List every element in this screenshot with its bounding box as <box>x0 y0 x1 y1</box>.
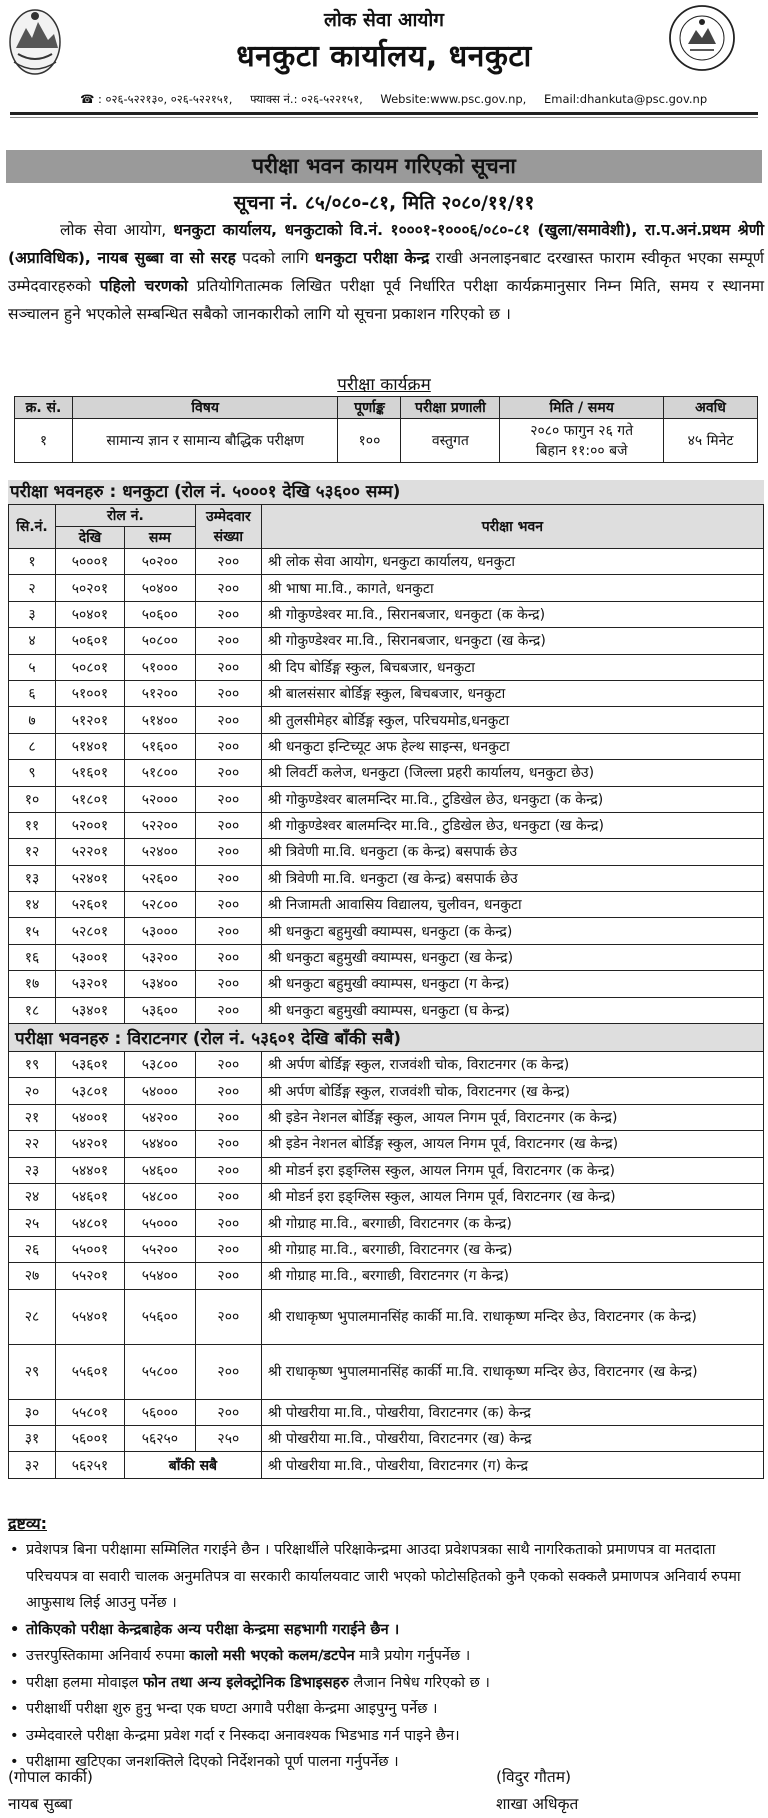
letterhead <box>0 0 768 122</box>
table-row <box>9 1078 764 1104</box>
row-candidate-count: २०० <box>195 1263 261 1289</box>
row-candidate-count: २०० <box>195 812 261 838</box>
table-row <box>9 601 764 627</box>
col-roll-no: रोल नं. <box>55 505 195 527</box>
row-roll-to: ५४६०० <box>124 1157 195 1183</box>
row-exam-venue: श्री गोकुण्डेश्वर मा.वि., सिरानबजार, धनकुटा (ख केन्द्र) <box>261 628 763 654</box>
row-candidate-count: २०० <box>195 1183 261 1209</box>
row-serial: २९ <box>9 1344 56 1399</box>
venue-table-body <box>9 549 764 1479</box>
row-serial: १० <box>9 786 56 812</box>
row-roll-from: ५४८०१ <box>55 1210 124 1236</box>
row-candidate-count: २०० <box>195 1052 261 1078</box>
row-roll-to: ५०८०० <box>124 628 195 654</box>
row-roll-to: ५५००० <box>124 1210 195 1236</box>
row-candidate-count: २०० <box>195 760 261 786</box>
row-roll-to: ५३६०० <box>124 997 195 1023</box>
row-exam-venue: श्री अर्पण बोर्डिङ्ग स्कुल, राजवंशी चोक, विराटनगर (क केन्द्र) <box>261 1052 763 1078</box>
row-serial: ११ <box>9 812 56 838</box>
table-row <box>9 892 764 918</box>
row-roll-from: ५३२०१ <box>55 971 124 997</box>
row-serial: १८ <box>9 997 56 1023</box>
row-serial: १३ <box>9 865 56 891</box>
table-row <box>9 1104 764 1130</box>
row-roll-to: ५२००० <box>124 786 195 812</box>
table-row <box>9 1210 764 1236</box>
row-roll-to: ५२४०० <box>124 839 195 865</box>
row-roll-from: ५५४०१ <box>55 1289 124 1344</box>
row-exam-venue: श्री गोकुण्डेश्वर मा.वि., सिरानबजार, धनकुटा (क केन्द्र) <box>261 601 763 627</box>
row-candidate-count: २०० <box>195 1157 261 1183</box>
col-sn: क्र. सं. <box>15 397 73 419</box>
email-link[interactable]: Email:dhankuta@psc.gov.np <box>544 92 708 106</box>
fax-text: फ्याक्स नं.: ०२६-५२२१५१, <box>250 92 363 106</box>
notice-number: सूचना नं. ८५/०८०-८१, मिति २०८०/११/११ <box>233 192 535 214</box>
row-serial: २२ <box>9 1131 56 1157</box>
row-roll-from: ५४६०१ <box>55 1183 124 1209</box>
row-roll-from: ५३००१ <box>55 944 124 970</box>
note-item-3 <box>8 1643 764 1670</box>
row-candidate-count: २०० <box>195 1210 261 1236</box>
row-roll-to: ५१६०० <box>124 733 195 759</box>
header-divider <box>10 112 758 115</box>
row-exam-venue: श्री पोखरीया मा.वि., पोखरीया, विराटनगर (क) केन्द्र <box>261 1399 763 1425</box>
program-sn: १ <box>15 419 73 463</box>
col-exam-venue: परीक्षा भवन <box>261 505 763 549</box>
row-exam-venue: श्री लिवर्टी कलेज, धनकुटा (जिल्ला प्रहरी कार्यालय, धनकुटा छेउ) <box>261 760 763 786</box>
row-serial: १७ <box>9 971 56 997</box>
row-candidate-count: २०० <box>195 839 261 865</box>
note-3-text: उत्तरपुस्तिकामा अनिवार्य रुपमा <box>26 1648 190 1664</box>
row-roll-to: ५४८०० <box>124 1183 195 1209</box>
notice-banner: परीक्षा भवन कायम गरिएको सूचना <box>6 150 762 183</box>
note-3-bold: कालो मसी भएको कलम/डटपेन <box>189 1648 355 1664</box>
row-roll-to: ५०२०० <box>124 549 195 575</box>
row-exam-venue: श्री धनकुटा बहुमुखी क्याम्पस, धनकुटा (ग केन्द्र) <box>261 971 763 997</box>
row-roll-from: ५१८०१ <box>55 786 124 812</box>
row-serial: ३२ <box>9 1452 56 1478</box>
venue-table <box>8 504 764 1479</box>
row-roll-from: ५५२०१ <box>55 1263 124 1289</box>
row-serial: २५ <box>9 1210 56 1236</box>
row-exam-venue: श्री धनकुटा इन्टिच्यूट अफ हेल्थ साइन्स, धनकुटा <box>261 733 763 759</box>
signatory-left-title: नायब सुब्बा <box>8 1795 73 1813</box>
table-row <box>9 1344 764 1399</box>
row-roll-to: ५०४०० <box>124 575 195 601</box>
row-roll-from: ५४४०१ <box>55 1157 124 1183</box>
intro-text-2: पदको लागि <box>235 249 315 267</box>
intro-text-1: लोक सेवा आयोग, <box>60 221 174 239</box>
row-exam-venue: श्री मोडर्न इरा इङ्ग्लिस स्कुल, आयल निगम पूर्व, विराटनगर (ख केन्द्र) <box>261 1183 763 1209</box>
row-roll-to: ५४००० <box>124 1078 195 1104</box>
row-candidate-count: २०० <box>195 1399 261 1425</box>
row-roll-to: ५२८०० <box>124 892 195 918</box>
col-full-marks: पूर्णाङ्क <box>338 397 401 419</box>
note-item-1: • प्रवेशपत्र बिना परीक्षामा सम्मिलित गराईने छैन । परिक्षार्थीले परिक्षाकेन्द्रमा आउदा प्रवेशपत्रका साथै नागरिकताको प्रमाणपत्र वा मतदाता परिचयपत्र वा सवारी चालक अनुमतिपत्र वा सरकारी कार्यालयवाट जारी भएको फोटोसहितको कुनै एकको सक्कलै प्रमाणपत्र अनिवार्य रुपमा आफुसाथ लिई आउनु पर्नेछ । <box>8 1537 764 1617</box>
program-date: २०८० फागुन २६ गते <box>530 422 634 439</box>
table-row <box>9 944 764 970</box>
col-duration: अवधि <box>664 397 758 419</box>
table-row <box>9 1425 764 1451</box>
program-table <box>14 396 758 463</box>
table-row <box>9 707 764 733</box>
row-candidate-count: २०० <box>195 1078 261 1104</box>
row-candidate-count: २०० <box>195 892 261 918</box>
program-time: बिहान ११:०० बजे <box>535 442 628 459</box>
phone-text: ☎ : ०२६-५२२१३०, ०२६-५२२१५१, <box>80 92 233 106</box>
row-roll-from: ५४००१ <box>55 1104 124 1130</box>
note-item-7: • परीक्षामा खटिएका जनशक्तिले दिएको निर्देशनको पूर्ण पालना गर्नुपर्नेछ । <box>8 1749 764 1776</box>
program-subject: सामान्य ज्ञान र सामान्य बौद्धिक परीक्षण <box>72 419 338 463</box>
row-serial: ३१ <box>9 1425 56 1451</box>
row-roll-from: ५०६०१ <box>55 628 124 654</box>
row-roll-from: ५०२०१ <box>55 575 124 601</box>
row-roll-from: ५५६०१ <box>55 1344 124 1399</box>
row-serial: २ <box>9 575 56 601</box>
table-row <box>9 1052 764 1078</box>
row-candidate-count: २०० <box>195 1344 261 1399</box>
row-candidate-count: २०० <box>195 654 261 680</box>
row-roll-to: ५५६०० <box>124 1289 195 1344</box>
row-exam-venue: श्री मोडर्न इरा इङ्ग्लिस स्कुल, आयल निगम पूर्व, विराटनगर (क केन्द्र) <box>261 1157 763 1183</box>
row-serial: ८ <box>9 733 56 759</box>
note-item-4 <box>8 1670 764 1697</box>
col-subject: विषय <box>72 397 338 419</box>
note-4-text: परीक्षा हलमा मोवाइल <box>26 1674 144 1691</box>
row-candidate-count: २०० <box>195 549 261 575</box>
row-roll-to: ५४२०० <box>124 1104 195 1130</box>
section-dhankuta-heading: परीक्षा भवनहरु : धनकुटा (रोल नं. ५०००१ देखि ५३६०० सम्म) <box>8 480 764 504</box>
row-roll-from: ५६२५१ <box>55 1452 124 1478</box>
row-roll-from: ५१६०१ <box>55 760 124 786</box>
row-exam-venue: श्री धनकुटा बहुमुखी क्याम्पस, धनकुटा (घ केन्द्र) <box>261 997 763 1023</box>
row-exam-venue: श्री लोक सेवा आयोग, धनकुटा कार्यालय, धनकुटा <box>261 549 763 575</box>
row-serial: ४ <box>9 628 56 654</box>
row-serial: ३० <box>9 1399 56 1425</box>
table-row <box>9 1157 764 1183</box>
row-exam-venue: श्री बालसंसार बोर्डिङ्ग स्कुल, बिचबजार, धनकुटा <box>261 680 763 706</box>
row-exam-venue: श्री अर्पण बोर्डिङ्ग स्कुल, राजवंशी चोक, विराटनगर (ख केन्द्र) <box>261 1078 763 1104</box>
row-candidate-count: २०० <box>195 786 261 812</box>
row-serial: १६ <box>9 944 56 970</box>
row-candidate-count: २०० <box>195 971 261 997</box>
row-serial: २४ <box>9 1183 56 1209</box>
program-full-marks: १०० <box>338 419 401 463</box>
row-roll-to: ५३२०० <box>124 944 195 970</box>
table-row <box>9 997 764 1023</box>
row-candidate-count: २०० <box>195 733 261 759</box>
row-roll-to: ५५४०० <box>124 1263 195 1289</box>
table-row <box>9 786 764 812</box>
row-exam-venue: श्री गोग्राह मा.वि., बरगाछी, विराटनगर (ग केन्द्र) <box>261 1263 763 1289</box>
row-roll-to: ५३००० <box>124 918 195 944</box>
row-exam-venue: श्री धनकुटा बहुमुखी क्याम्पस, धनकुटा (ख केन्द्र) <box>261 944 763 970</box>
row-exam-venue: श्री पोखरीया मा.वि., पोखरीया, विराटनगर (ख) केन्द्र <box>261 1425 763 1451</box>
program-duration: ४५ मिनेट <box>664 419 758 463</box>
row-roll-from: ५२४०१ <box>55 865 124 891</box>
row-serial: १४ <box>9 892 56 918</box>
row-roll-from: ५१००१ <box>55 680 124 706</box>
table-row <box>9 1131 764 1157</box>
intro-bold-2: धनकुटा परीक्षा केन्द्र <box>314 249 430 267</box>
note-4-text-end: लैजान निषेध गरिएको छ । <box>348 1674 490 1691</box>
signatory-left-name: (गोपाल कार्की) <box>8 1768 93 1786</box>
venue-header-row-1 <box>9 505 764 527</box>
row-roll-from: ५५८०१ <box>55 1399 124 1425</box>
program-system: वस्तुगत <box>401 419 500 463</box>
row-exam-venue: श्री धनकुटा बहुमुखी क्याम्पस, धनकुटा (क केन्द्र) <box>261 918 763 944</box>
row-exam-venue: श्री त्रिवेणी मा.वि. धनकुटा (क केन्द्र) बसपार्क छेउ <box>261 839 763 865</box>
row-exam-venue: श्री गोकुण्डेश्वर बालमन्दिर मा.वि., टुडिखेल छेउ, धनकुटा (क केन्द्र) <box>261 786 763 812</box>
row-serial: ५ <box>9 654 56 680</box>
row-serial: ७ <box>9 707 56 733</box>
col-candidate-count: उम्मेदवार संख्या <box>195 505 261 549</box>
row-exam-venue: श्री गोकुण्डेश्वर बालमन्दिर मा.वि., टुडिखेल छेउ, धनकुटा (ख केन्द्र) <box>261 812 763 838</box>
row-roll-from: ५५००१ <box>55 1236 124 1262</box>
row-candidate-count: २०० <box>195 601 261 627</box>
signature-left <box>8 1764 93 1818</box>
note-item-6: • उम्मेदवारले परीक्षा केन्द्रमा प्रवेश गर्दा र निस्कदा अनावश्यक भिडभाड गर्न पाइने छैन। <box>8 1723 764 1750</box>
row-roll-to: ५५२०० <box>124 1236 195 1262</box>
table-row <box>9 1183 764 1209</box>
row-serial: २८ <box>9 1289 56 1344</box>
row-candidate-count: २०० <box>195 707 261 733</box>
row-serial: १ <box>9 549 56 575</box>
row-serial: २१ <box>9 1104 56 1130</box>
row-roll-from: ५०४०१ <box>55 601 124 627</box>
signature-right <box>496 1764 578 1818</box>
row-roll-from: ५१४०१ <box>55 733 124 759</box>
row-candidate-count: २५० <box>195 1425 261 1451</box>
row-roll-from: ५६००१ <box>55 1425 124 1451</box>
table-row <box>9 839 764 865</box>
row-exam-venue: श्री दिप बोर्डिङ्ग स्कुल, बिचबजार, धनकुटा <box>261 654 763 680</box>
contact-line <box>80 92 721 107</box>
col-roll-from: देखि <box>55 527 124 549</box>
row-candidate-count: २०० <box>195 1289 261 1344</box>
row-roll-to: ५१८०० <box>124 760 195 786</box>
row-roll-from: ५२००१ <box>55 812 124 838</box>
row-candidate-count: २०० <box>195 1104 261 1130</box>
row-exam-venue: श्री भाषा मा.वि., कागते, धनकुटा <box>261 575 763 601</box>
table-row <box>9 1263 764 1289</box>
website-link[interactable]: Website:www.psc.gov.np, <box>380 92 527 106</box>
row-roll-from: ५३६०१ <box>55 1052 124 1078</box>
table-row-last <box>9 1452 764 1478</box>
row-candidate-count: २०० <box>195 575 261 601</box>
row-roll-from: ५३८०१ <box>55 1078 124 1104</box>
row-candidate-count: २०० <box>195 1236 261 1262</box>
row-roll-to: ५३४०० <box>124 971 195 997</box>
row-roll-to: ५६२५० <box>124 1425 195 1451</box>
row-exam-venue: श्री निजामती आवासिय विद्यालय, चुलीवन, धनकुटा <box>261 892 763 918</box>
row-serial: ३ <box>9 601 56 627</box>
intro-bold-1: धनकुटा कार्यालय, धनकुटाको वि.नं. १०००१-१०००६/०८०-८१ (खुला/समावेशी), रा.प.अनं.प्रथम श्रेणी (अप्राविधिक), नायब सुब्बा वा सो सरह <box>8 221 764 267</box>
intro-text-3: राखी अनलाइनबाट दरखास्त फाराम स्वीकृत भएका सम्पूर्ण उम्मेदवारहरुको <box>8 249 764 295</box>
row-serial: १५ <box>9 918 56 944</box>
row-exam-venue: श्री तुलसीमेहर बोर्डिङ्ग स्कुल, परिचयमोड,धनकुटा <box>261 707 763 733</box>
row-roll-to: ५०६०० <box>124 601 195 627</box>
table-row <box>9 549 764 575</box>
note-3-text-end: मात्रै प्रयोग गर्नुपर्नेछ । <box>354 1648 471 1664</box>
row-serial: ६ <box>9 680 56 706</box>
intro-bold-3: पहिलो चरणको <box>99 277 188 295</box>
table-row <box>9 575 764 601</box>
row-exam-venue: श्री राधाकृष्ण भुपालमानसिंह कार्की मा.वि. राधाकृष्ण मन्दिर छेउ, विराटनगर (ख केन्द्र) <box>261 1344 763 1399</box>
table-row <box>9 1399 764 1425</box>
row-roll-from: ५४२०१ <box>55 1131 124 1157</box>
program-date-time <box>500 419 664 463</box>
row-roll-from: ५२८०१ <box>55 918 124 944</box>
row-serial: २३ <box>9 1157 56 1183</box>
row-candidate-count: २०० <box>195 944 261 970</box>
col-roll-to: सम्म <box>124 527 195 549</box>
row-exam-venue: श्री इडेन नेशनल बोर्डिङ्ग स्कुल, आयल निगम पूर्व, विराटनगर (ख केन्द्र) <box>261 1131 763 1157</box>
row-candidate-count: २०० <box>195 865 261 891</box>
row-roll-from: ५१२०१ <box>55 707 124 733</box>
row-exam-venue: श्री राधाकृष्ण भुपालमानसिंह कार्की मा.वि. राधाकृष्ण मन्दिर छेउ, विराटनगर (क केन्द्र) <box>261 1289 763 1344</box>
office-name: धनकुटा कार्यालय, धनकुटा <box>236 39 532 74</box>
row-roll-to: ५२६०० <box>124 865 195 891</box>
row-serial: २७ <box>9 1263 56 1289</box>
row-exam-venue: श्री गोग्राह मा.वि., बरगाछी, विराटनगर (ख केन्द्र) <box>261 1236 763 1262</box>
row-candidate-count: २०० <box>195 680 261 706</box>
row-exam-venue: श्री गोग्राह मा.वि., बरगाछी, विराटनगर (क केन्द्र) <box>261 1210 763 1236</box>
table-row <box>9 918 764 944</box>
program-header-row <box>15 397 758 419</box>
row-roll-from: ५०८०१ <box>55 654 124 680</box>
header-divider-thin <box>10 117 758 118</box>
row-roll-from: ५२६०१ <box>55 892 124 918</box>
row-candidate-count: २०० <box>195 997 261 1023</box>
row-serial: २६ <box>9 1236 56 1262</box>
section-biratnagar-heading-row <box>9 1024 764 1052</box>
row-serial: २० <box>9 1078 56 1104</box>
table-row <box>9 865 764 891</box>
signatory-right-name: (विदुर गौतम) <box>496 1768 572 1786</box>
col-serial: सि.नं. <box>9 505 56 549</box>
program-row <box>15 419 758 463</box>
intro-paragraph <box>8 216 764 328</box>
row-roll-to: ५३८०० <box>124 1052 195 1078</box>
table-row <box>9 1236 764 1262</box>
notes-list <box>8 1537 764 1776</box>
table-row <box>9 812 764 838</box>
row-serial: १९ <box>9 1052 56 1078</box>
row-exam-venue: श्री पोखरीया मा.वि., पोखरीया, विराटनगर (ग) केन्द्र <box>261 1452 763 1478</box>
table-row <box>9 628 764 654</box>
row-roll-to: ५१००० <box>124 654 195 680</box>
row-roll-from: ५०००१ <box>55 549 124 575</box>
program-title: परीक्षा कार्यक्रम <box>337 375 431 395</box>
intro-text-4: प्रतियोगितात्मक लिखित परीक्षा पूर्व निर्धारित परीक्षा कार्यक्रमानुसार निम्न मिति, समय र स्थानमा सञ्चालन हुने भएकोले सम्बन्धित सबैको जानकारीको लागि यो सूचना प्रकाशन गरिएको छ । <box>8 277 764 323</box>
row-roll-from: ५३४०१ <box>55 997 124 1023</box>
row-roll-to: ५४४०० <box>124 1131 195 1157</box>
note-item-5: • परीक्षार्थी परीक्षा शुरु हुनु भन्दा एक घण्टा अगावै परीक्षा केन्द्रमा आइपुग्नु पर्नेछ । <box>8 1696 764 1723</box>
row-serial: ९ <box>9 760 56 786</box>
col-exam-system: परीक्षा प्रणाली <box>401 397 500 419</box>
row-roll-to: ५६००० <box>124 1399 195 1425</box>
row-candidate-count: २०० <box>195 628 261 654</box>
row-roll-to: ५१२०० <box>124 680 195 706</box>
row-remaining-all: बाँकी सबै <box>124 1452 261 1478</box>
row-candidate-count: २०० <box>195 1131 261 1157</box>
table-row <box>9 760 764 786</box>
notes-title: द्रष्टव्य: <box>8 1514 47 1533</box>
table-row <box>9 654 764 680</box>
note-4-bold: फोन तथा अन्य इलेक्ट्रोनिक डिभाइसहरु <box>143 1674 349 1691</box>
row-exam-venue: श्री त्रिवेणी मा.वि. धनकुटा (ख केन्द्र) बसपार्क छेउ <box>261 865 763 891</box>
org-name: लोक सेवा आयोग <box>323 9 444 31</box>
row-roll-from: ५२२०१ <box>55 839 124 865</box>
table-row <box>9 680 764 706</box>
row-roll-to: ५२२०० <box>124 812 195 838</box>
note-item-2: • तोकिएको परीक्षा केन्द्रबाहेक अन्य परीक्षा केन्द्रमा सहभागी गराईने छैन । <box>8 1617 764 1644</box>
table-row <box>9 733 764 759</box>
row-roll-to: ५५८०० <box>124 1344 195 1399</box>
row-roll-to: ५१४०० <box>124 707 195 733</box>
row-exam-venue: श्री इडेन नेशनल बोर्डिङ्ग स्कुल, आयल निगम पूर्व, विराटनगर (क केन्द्र) <box>261 1104 763 1130</box>
section-biratnagar-heading: परीक्षा भवनहरु : विराटनगर (रोल नं. ५३६०१ देखि बाँकी सबै) <box>9 1024 764 1052</box>
col-date-time: मिति / समय <box>500 397 664 419</box>
table-row <box>9 1289 764 1344</box>
row-candidate-count: २०० <box>195 918 261 944</box>
row-serial: १२ <box>9 839 56 865</box>
signatory-right-title: शाखा अधिकृत <box>496 1795 579 1813</box>
table-row <box>9 971 764 997</box>
